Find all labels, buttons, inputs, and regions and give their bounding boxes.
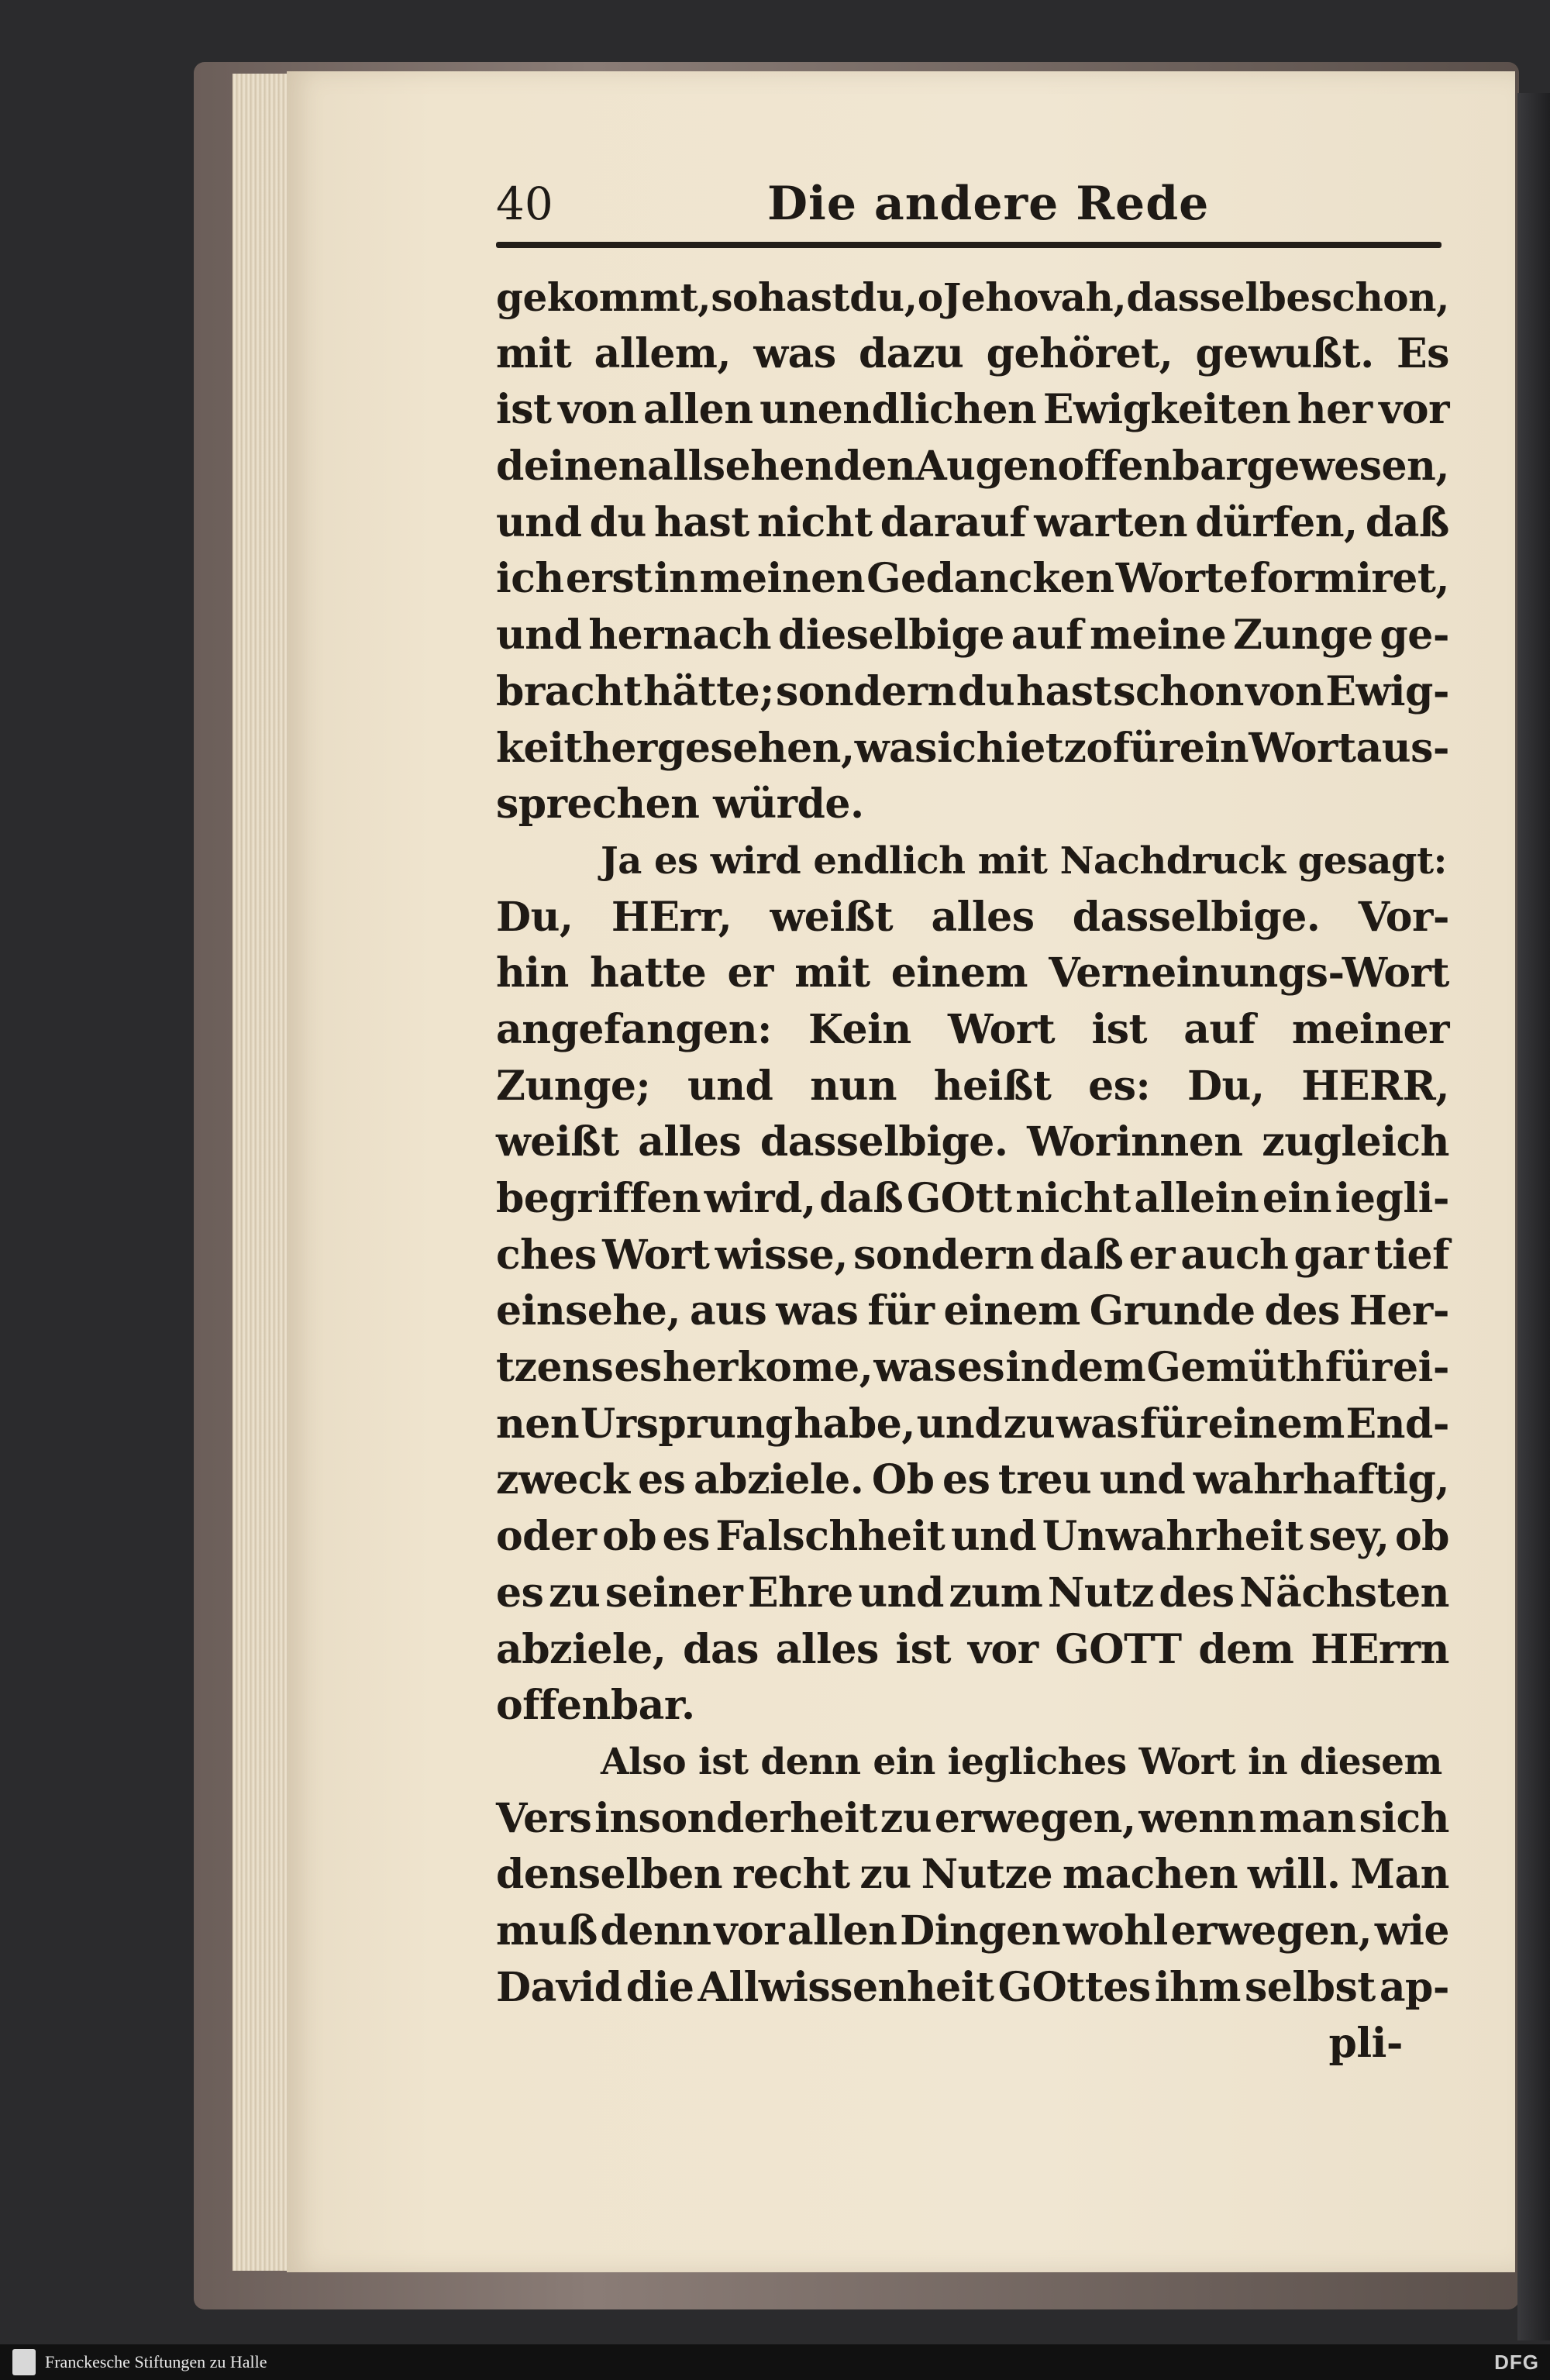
word: abziele, xyxy=(496,1625,666,1673)
word: Worinnen xyxy=(1027,1118,1243,1166)
text-line xyxy=(496,439,1449,495)
word: muß xyxy=(496,1906,598,1955)
word: GOttes xyxy=(997,1963,1151,2011)
word: Du, xyxy=(496,893,574,941)
word: es xyxy=(614,1344,662,1392)
word: vor xyxy=(714,1906,785,1955)
word: Kein xyxy=(808,1005,911,1053)
word: End- xyxy=(1345,1400,1449,1448)
word: die xyxy=(625,1963,694,2011)
word: einem xyxy=(1207,1400,1345,1448)
word: ist xyxy=(895,1625,952,1673)
header-rule xyxy=(496,242,1442,248)
word: dasselbige. xyxy=(760,1118,1008,1166)
word: Allwissenheit xyxy=(698,1963,994,2011)
word: für xyxy=(867,1287,935,1335)
word: Ehre xyxy=(747,1569,853,1617)
page-number: 40 xyxy=(496,177,553,230)
paragraph-start-line: Ja es wird endlich mit Nachdruck gesagt: xyxy=(601,839,1447,883)
word: machen xyxy=(1062,1851,1238,1899)
word: Es xyxy=(1397,329,1449,377)
word: und xyxy=(1099,1456,1186,1504)
text-line xyxy=(496,1171,1449,1228)
text-line xyxy=(496,890,1449,946)
word: GOtt xyxy=(906,1175,1012,1222)
word: es: xyxy=(1088,1062,1151,1110)
text-line xyxy=(496,1283,1449,1340)
text-line xyxy=(496,1452,1449,1509)
word: hin xyxy=(496,949,569,997)
word: Unwahrheit xyxy=(1042,1513,1304,1561)
text-line: sprechen würde. xyxy=(496,780,864,828)
word: denn xyxy=(600,1906,711,1955)
word: Grunde xyxy=(1089,1287,1256,1335)
word: formiret, xyxy=(1249,555,1449,603)
word: dürfen, xyxy=(1195,498,1358,546)
word: Gemüth xyxy=(1146,1344,1324,1392)
facing-page-edge xyxy=(1517,93,1550,2340)
word: bracht xyxy=(496,667,642,715)
word: selbst xyxy=(1244,1963,1376,2011)
word: herkome, xyxy=(662,1344,873,1392)
word: daß xyxy=(1365,498,1449,546)
text-line xyxy=(496,1228,1449,1284)
word: ein xyxy=(1262,1175,1332,1222)
text-line xyxy=(496,270,1449,326)
text-line xyxy=(496,1960,1449,2017)
word: für xyxy=(1139,1400,1207,1448)
word: was xyxy=(776,1287,859,1335)
text-line xyxy=(496,1114,1449,1171)
word: dem xyxy=(1050,1344,1146,1392)
word: warten xyxy=(1034,498,1188,546)
word: zu xyxy=(859,1851,911,1899)
word: her xyxy=(1297,386,1373,434)
word: weißt xyxy=(770,893,894,941)
word: des xyxy=(1264,1287,1340,1335)
word: wird, xyxy=(704,1175,816,1222)
word: und xyxy=(916,1400,1003,1448)
word: Ewig- xyxy=(1325,667,1449,715)
institution-label: Franckesche Stiftungen zu Halle xyxy=(45,2352,267,2371)
text-line xyxy=(496,1002,1449,1059)
word: HErrn xyxy=(1311,1625,1449,1673)
word: für xyxy=(1324,1344,1392,1392)
word: wohl xyxy=(1063,1906,1168,1955)
word: gekommt, xyxy=(496,274,711,320)
word: tief xyxy=(1373,1231,1449,1279)
word: hast xyxy=(1016,667,1112,715)
word: Gedancken xyxy=(866,555,1114,603)
word: erwegen, xyxy=(1170,1906,1373,1955)
word: dasselbe xyxy=(1126,274,1311,320)
word: sondern xyxy=(775,667,956,715)
word: ob xyxy=(1394,1513,1449,1561)
word: zweck xyxy=(496,1456,630,1504)
word: hast xyxy=(758,274,850,320)
word: alles xyxy=(931,893,1035,941)
word: auf xyxy=(1011,611,1083,660)
word: Augen xyxy=(915,443,1058,491)
word: einsehe, xyxy=(496,1287,680,1335)
word: allen xyxy=(642,386,753,434)
word: aus xyxy=(689,1287,767,1335)
word: habe, xyxy=(794,1400,915,1448)
word: was xyxy=(873,1344,956,1392)
word: ietzo xyxy=(1004,724,1113,772)
word: allsehenden xyxy=(647,443,916,491)
word: von xyxy=(558,386,637,434)
word: daß xyxy=(1039,1231,1124,1279)
word: zu xyxy=(548,1569,601,1617)
word: hast xyxy=(654,498,749,546)
word: denselben xyxy=(496,1851,723,1899)
word: dasselbige. xyxy=(1072,893,1321,941)
word: alles xyxy=(638,1118,742,1166)
word: keit xyxy=(496,724,582,772)
word: daß xyxy=(819,1175,904,1222)
text-line xyxy=(496,608,1449,664)
word: auch xyxy=(1180,1231,1289,1279)
word: unendlichen xyxy=(760,386,1037,434)
word: dazu xyxy=(858,329,964,377)
text-line xyxy=(496,551,1449,608)
word: vor xyxy=(967,1625,1038,1673)
word: erwegen, xyxy=(934,1794,1136,1842)
word: dem xyxy=(1198,1625,1294,1673)
word: David xyxy=(496,1963,622,2011)
page-header xyxy=(496,177,1449,231)
word: und xyxy=(687,1062,773,1110)
word: darauf xyxy=(880,498,1027,546)
word: aus- xyxy=(1355,724,1449,772)
word: du, xyxy=(849,274,918,320)
word: Worte xyxy=(1115,555,1249,603)
word: Nutz xyxy=(1047,1569,1154,1617)
institution-logo-icon xyxy=(12,2349,36,2375)
word: einem xyxy=(943,1287,1080,1335)
text-line xyxy=(496,1340,1449,1397)
word: allem, xyxy=(594,329,732,377)
word: offenbar xyxy=(1057,443,1247,491)
text-line xyxy=(496,326,1449,383)
word: GOTT xyxy=(1055,1625,1182,1673)
word: sondern xyxy=(853,1231,1035,1279)
word: tzens xyxy=(496,1344,614,1392)
word: gar xyxy=(1293,1231,1369,1279)
word: in xyxy=(653,555,698,603)
word: Vor- xyxy=(1358,893,1449,941)
word: dieselbige xyxy=(777,611,1004,660)
word: schon, xyxy=(1310,274,1449,320)
text-line xyxy=(496,945,1449,1002)
text-line xyxy=(496,495,1449,552)
word: Vers xyxy=(496,1794,592,1842)
word: von xyxy=(1245,667,1324,715)
word: oder xyxy=(496,1513,597,1561)
word: weißt xyxy=(496,1118,619,1166)
word: allein xyxy=(1134,1175,1259,1222)
word: gewesen, xyxy=(1246,443,1449,491)
word: es xyxy=(638,1456,686,1504)
word: Zunge xyxy=(1233,611,1373,660)
text-line xyxy=(496,1565,1449,1622)
text-line xyxy=(496,1397,1449,1453)
word: Ursprung xyxy=(580,1400,793,1448)
word: nen xyxy=(496,1400,580,1448)
word: und xyxy=(496,611,582,660)
word: und xyxy=(858,1569,944,1617)
body-text xyxy=(496,270,1449,2072)
word: her xyxy=(582,724,657,772)
text-line xyxy=(496,1509,1449,1565)
word: angefangen: xyxy=(496,1005,772,1053)
word: nun xyxy=(810,1062,897,1110)
word: mit xyxy=(496,329,572,377)
word: Ewigkeiten xyxy=(1042,386,1291,434)
word: ist xyxy=(496,386,552,434)
word: insonderheit xyxy=(594,1794,877,1842)
word: für xyxy=(1112,724,1180,772)
word: gehöret, xyxy=(986,329,1173,377)
word: Du, xyxy=(1187,1062,1265,1110)
text-line xyxy=(496,1059,1449,1115)
word: Jehovah, xyxy=(942,274,1127,320)
word: des xyxy=(1159,1569,1235,1617)
word: auf xyxy=(1183,1005,1256,1053)
text-line xyxy=(496,1622,1449,1679)
word: Nutze xyxy=(921,1851,1053,1899)
word: abziele. xyxy=(693,1456,864,1504)
funder-logo: DFG xyxy=(1494,2351,1539,2374)
word: wie xyxy=(1374,1906,1449,1955)
word: meinen xyxy=(699,555,866,603)
word: und xyxy=(950,1513,1037,1561)
word: Wort xyxy=(947,1005,1056,1053)
word: recht xyxy=(732,1851,850,1899)
word: sey, xyxy=(1308,1513,1390,1561)
word: heißt xyxy=(933,1062,1052,1110)
word: ein xyxy=(1179,724,1249,772)
text-line xyxy=(496,382,1449,439)
catchword: pli- xyxy=(1328,2020,1403,2068)
word: meiner xyxy=(1291,1005,1449,1053)
word: was xyxy=(1056,1400,1139,1448)
word: es xyxy=(942,1456,990,1504)
word: Nächsten xyxy=(1239,1569,1449,1617)
word: ihm xyxy=(1154,1963,1241,2011)
word: wahrhaftig, xyxy=(1193,1456,1449,1504)
word: es xyxy=(662,1513,710,1561)
word: wisse, xyxy=(715,1231,848,1279)
word: in xyxy=(1005,1344,1049,1392)
word: ei- xyxy=(1392,1344,1449,1392)
word: erst xyxy=(565,555,653,603)
word: er xyxy=(727,949,773,997)
word: ches xyxy=(496,1231,597,1279)
word: hernach xyxy=(588,611,772,660)
word: Man xyxy=(1350,1851,1449,1899)
word: will. xyxy=(1247,1851,1341,1899)
word: meine xyxy=(1089,611,1227,660)
word: zu xyxy=(1003,1400,1056,1448)
word: o xyxy=(917,274,943,320)
word: und xyxy=(496,498,582,546)
word: sich xyxy=(1359,1794,1449,1842)
word: seiner xyxy=(604,1569,743,1617)
word: was xyxy=(854,724,937,772)
word: Wort xyxy=(1249,724,1356,772)
word: zu xyxy=(880,1794,932,1842)
word: einem xyxy=(890,949,1028,997)
word: alles xyxy=(775,1625,879,1673)
word: ob xyxy=(602,1513,657,1561)
word: das xyxy=(683,1625,759,1673)
word: hatte xyxy=(590,949,707,997)
word: ap- xyxy=(1379,1963,1449,2011)
word: ge- xyxy=(1380,611,1449,660)
word: Ob xyxy=(871,1456,935,1504)
text-line xyxy=(496,664,1449,721)
text-line xyxy=(496,1847,1449,1903)
word: schon xyxy=(1113,667,1244,715)
word: Verneinungs-Wort xyxy=(1049,949,1449,997)
word: zum xyxy=(949,1569,1043,1617)
word: so xyxy=(711,274,758,320)
word: HErr, xyxy=(611,893,732,941)
word: begriffen xyxy=(496,1175,701,1222)
word: es xyxy=(496,1569,544,1617)
word: Falschheit xyxy=(715,1513,946,1561)
word: es xyxy=(956,1344,1005,1392)
word: du xyxy=(589,498,646,546)
word: du xyxy=(958,667,1015,715)
word: wenn xyxy=(1138,1794,1256,1842)
text-line xyxy=(496,1791,1449,1848)
word: Her- xyxy=(1348,1287,1449,1335)
text-line xyxy=(496,721,1449,777)
running-title: Die andere Rede xyxy=(767,177,1210,231)
word: man xyxy=(1259,1794,1356,1842)
word: vor xyxy=(1379,386,1449,434)
word: iegli- xyxy=(1335,1175,1449,1222)
word: nicht xyxy=(757,498,873,546)
word: HERR, xyxy=(1301,1062,1449,1110)
word: Wort xyxy=(602,1231,710,1279)
word: zugleich xyxy=(1262,1118,1449,1166)
word: treu xyxy=(997,1456,1092,1504)
word: deinen xyxy=(496,443,647,491)
word: mit xyxy=(794,949,870,997)
text-line: offenbar. xyxy=(496,1682,695,1730)
word: was xyxy=(753,329,836,377)
word: gesehen, xyxy=(656,724,855,772)
word: gewußt. xyxy=(1195,329,1374,377)
word: Zunge; xyxy=(496,1062,651,1110)
word: ich xyxy=(496,555,564,603)
word: ist xyxy=(1091,1005,1147,1053)
word: hätte; xyxy=(643,667,774,715)
text-line xyxy=(496,1903,1449,1960)
viewer-footer xyxy=(0,2344,1550,2380)
paragraph-start-line: Also ist denn ein iegliches Wort in diesem xyxy=(601,1740,1442,1783)
word: Dingen xyxy=(900,1906,1061,1955)
word: er xyxy=(1128,1231,1176,1279)
word: allen xyxy=(787,1906,897,1955)
word: nicht xyxy=(1015,1175,1131,1222)
word: ich xyxy=(937,724,1005,772)
